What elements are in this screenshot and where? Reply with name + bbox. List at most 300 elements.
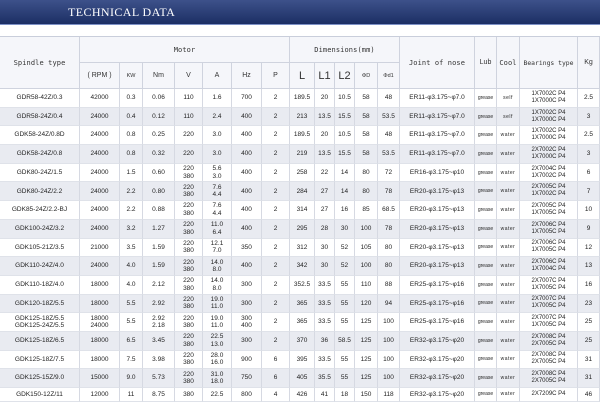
cell-lub-text: grease (477, 225, 494, 232)
cell-bearings-text: 2X7006C P4 (531, 240, 566, 247)
cell-l2-text: 16 (340, 206, 349, 214)
cell-v (175, 164, 203, 183)
cell-v-text: 380 (183, 228, 194, 236)
cell-lub-text: grease (477, 263, 494, 270)
cell-a (203, 332, 232, 351)
cell-a (203, 89, 232, 108)
table-row (0, 313, 600, 332)
cell-nm-text: 0.88 (152, 206, 165, 214)
cell-l (290, 182, 315, 201)
cell-kg (578, 351, 600, 370)
cell-l2 (335, 369, 355, 388)
header-a: A (203, 63, 232, 89)
cell-v (175, 89, 203, 108)
cell-lub-text: grease (477, 94, 494, 101)
cell-v-text: 380 (183, 172, 194, 180)
cell-cool-text: water (500, 356, 516, 363)
cell-joint (400, 276, 475, 295)
cell-l2-text: 10.5 (338, 94, 351, 102)
cell-bearings-text: 1X7005C P4 (531, 284, 566, 291)
cell-l2 (335, 182, 355, 201)
cell-a-text: 22.5 (210, 390, 224, 398)
cell-bearings-text: 2X7209C P4 (531, 390, 566, 397)
cell-phi-d (355, 257, 378, 276)
cell-model-text: GDR58-42Z/0.3 (16, 94, 63, 102)
cell-kw (120, 201, 143, 220)
cell-hz-text: 400 (241, 168, 252, 176)
cell-l-text: 189.5 (293, 94, 311, 102)
cell-cool-text: water (500, 319, 516, 326)
cell-rpm-text: 24000 (90, 150, 109, 158)
cell-joint-text: ER25-φ3.175~φ16 (409, 299, 465, 307)
cell-joint-text: ER25-φ3.175~φ16 (409, 280, 465, 288)
cell-cool-text: water (500, 263, 516, 270)
cell-model (0, 369, 80, 388)
cell-nm (143, 295, 175, 314)
cell-nm (143, 126, 175, 145)
cell-rpm (80, 388, 120, 402)
cell-model-text: GDK125-18Z/5.5 (14, 314, 65, 322)
cell-kg (578, 332, 600, 351)
cell-nm (143, 164, 175, 183)
cell-cool-text: water (500, 206, 516, 213)
cell-joint-text: ER25-φ3.175~φ16 (409, 318, 465, 326)
cell-a (203, 351, 232, 370)
cell-model (0, 295, 80, 314)
cell-bearings (520, 145, 578, 164)
header-l2: L2 (335, 63, 355, 89)
cell-phi-d1-text: 68.5 (382, 206, 395, 214)
cell-l (290, 108, 315, 127)
cell-l2-text: 55 (340, 318, 349, 326)
cell-rpm-text: 18000 (90, 314, 109, 322)
cell-l2-text: 15.5 (338, 112, 351, 120)
cell-l (290, 126, 315, 145)
cell-phi-d1-text: 100 (383, 374, 394, 382)
cell-l (290, 89, 315, 108)
cell-model (0, 145, 80, 164)
cell-model (0, 313, 80, 332)
cell-p (262, 89, 290, 108)
cell-nm-text: 0.12 (152, 112, 165, 120)
cell-v (175, 388, 203, 402)
cell-phi-d1 (378, 182, 400, 201)
cell-kw-text: 0.4 (126, 112, 136, 120)
cell-hz-text: 800 (241, 390, 252, 398)
cell-a-text: 16.0 (210, 359, 224, 367)
cell-kg (578, 220, 600, 239)
cell-joint-text: ER11-φ3.175~φ7.0 (409, 94, 465, 102)
cell-kw-text: 0.8 (126, 150, 136, 158)
cell-v-text: 220 (183, 351, 194, 359)
cell-hz (232, 351, 262, 370)
cell-p (262, 108, 290, 127)
cell-hz (232, 295, 262, 314)
cell-l1 (315, 257, 335, 276)
cell-l1-text: 20 (320, 94, 329, 102)
cell-phi-d-text: 125 (360, 374, 372, 382)
cell-p (262, 313, 290, 332)
cell-p (262, 126, 290, 145)
cell-joint-text: ER32-φ3.175~φ20 (409, 374, 465, 382)
cell-a-text: 5.6 (212, 165, 222, 173)
cell-cool (497, 332, 520, 351)
cell-hz-text: 300 (241, 280, 252, 288)
cell-model-text: GDK125-18Z/7.5 (14, 355, 65, 363)
cell-nm (143, 201, 175, 220)
cell-l2-text: 30 (340, 224, 349, 232)
cell-joint (400, 145, 475, 164)
cell-model-text: GDK85-24Z/2.2-BJ (11, 206, 68, 214)
cell-p (262, 182, 290, 201)
cell-rpm (80, 145, 120, 164)
cell-v-text: 220 (183, 333, 194, 341)
cell-kw-text: 5.5 (126, 318, 136, 326)
cell-a-text: 13.0 (210, 340, 224, 348)
cell-phi-d-text: 110 (360, 280, 372, 288)
cell-rpm (80, 126, 120, 145)
cell-kw (120, 239, 143, 258)
cell-bearings (520, 201, 578, 220)
cell-rpm-text: 42000 (90, 94, 109, 102)
cell-cool (497, 89, 520, 108)
cell-lub-text: grease (477, 188, 494, 195)
cell-nm (143, 239, 175, 258)
header-phi-d: ΦD (355, 63, 378, 89)
cell-l (290, 164, 315, 183)
header-phi-d1: Φd1 (378, 63, 400, 89)
cell-p-text: 2 (273, 94, 278, 102)
cell-a (203, 126, 232, 145)
cell-l1 (315, 201, 335, 220)
cell-bearings-text: 2X7005C P4 (531, 340, 566, 347)
cell-model (0, 89, 80, 108)
cell-phi-d1-text: 53.5 (382, 112, 395, 120)
cell-joint-text: ER11-φ3.175~φ7.0 (409, 131, 465, 139)
cell-bearings (520, 220, 578, 239)
cell-bearings (520, 276, 578, 295)
cell-model (0, 351, 80, 370)
cell-nm-text: 1.59 (152, 243, 165, 251)
cell-a-text: 7.6 (212, 183, 222, 191)
cell-bearings-text: 1X7002C P4 (531, 172, 566, 179)
cell-a-text: 18.0 (210, 378, 224, 386)
table-row (0, 182, 600, 201)
cell-a (203, 313, 232, 332)
cell-nm-text: 0.06 (152, 94, 165, 102)
cell-rpm (80, 239, 120, 258)
cell-l (290, 313, 315, 332)
cell-a (203, 257, 232, 276)
cell-l (290, 388, 315, 402)
cell-lub (475, 351, 497, 370)
cell-l1-text: 41 (320, 390, 329, 398)
cell-l1-text: 27 (320, 206, 329, 214)
cell-phi-d1-text: 88 (384, 280, 393, 288)
cell-bearings-text: 2X7008C P4 (531, 333, 566, 340)
cell-cool (497, 108, 520, 127)
cell-hz-text: 400 (241, 322, 252, 330)
cell-hz-text: 300 (241, 314, 252, 322)
cell-hz (232, 313, 262, 332)
cell-cool (497, 164, 520, 183)
cell-nm (143, 108, 175, 127)
cell-l-text: 213 (296, 112, 308, 120)
cell-v-text: 380 (183, 303, 194, 311)
cell-hz-text: 400 (241, 150, 252, 158)
cell-kg-text: 6 (586, 168, 591, 176)
cell-l1 (315, 239, 335, 258)
cell-joint (400, 201, 475, 220)
table-row (0, 164, 600, 183)
cell-joint-text: ER32-φ3.175~φ20 (409, 337, 465, 345)
cell-a-text: 11.0 (210, 221, 224, 229)
table-row (0, 145, 600, 164)
cell-bearings-text: 2X7008C P4 (531, 352, 566, 359)
cell-rpm-text: 21000 (90, 243, 109, 251)
cell-l1 (315, 145, 335, 164)
cell-rpm-text: 24000 (90, 168, 109, 176)
cell-phi-d1-text: 100 (383, 318, 394, 326)
cell-bearings-text: 2X7007C P4 (531, 315, 566, 322)
cell-rpm-text: 24000 (90, 206, 109, 214)
cell-lub (475, 164, 497, 183)
cell-phi-d1 (378, 257, 400, 276)
cell-l (290, 220, 315, 239)
cell-lub (475, 388, 497, 402)
cell-kg-text: 2.5 (583, 131, 594, 139)
cell-lub (475, 332, 497, 351)
cell-cool (497, 276, 520, 295)
cell-l1-text: 30 (320, 243, 329, 251)
cell-bearings-text: 1X7002C P4 (531, 128, 566, 135)
cell-l1 (315, 332, 335, 351)
cell-p (262, 145, 290, 164)
cell-bearings-text: 2X7007C P4 (531, 296, 566, 303)
cell-rpm (80, 182, 120, 201)
cell-phi-d (355, 145, 378, 164)
cell-kw-text: 5.5 (126, 299, 136, 307)
cell-l1-text: 22 (320, 168, 329, 176)
table-row (0, 126, 600, 145)
cell-v-text: 220 (183, 131, 194, 139)
cell-nm (143, 220, 175, 239)
cell-rpm (80, 257, 120, 276)
cell-joint-text: ER20-φ3.175~φ13 (409, 206, 465, 214)
cell-hz (232, 164, 262, 183)
cell-l1 (315, 182, 335, 201)
cell-nm (143, 388, 175, 402)
cell-v-text: 380 (183, 390, 194, 398)
cell-l-text: 189.5 (293, 131, 311, 139)
cell-lub (475, 126, 497, 145)
cell-v-text: 220 (183, 258, 194, 266)
cell-v (175, 332, 203, 351)
cell-kw (120, 182, 143, 201)
cell-hz-text: 400 (241, 112, 252, 120)
cell-rpm (80, 295, 120, 314)
cell-model (0, 220, 80, 239)
cell-rpm-text: 24000 (90, 262, 109, 270)
cell-joint (400, 295, 475, 314)
cell-l1-text: 27 (320, 187, 329, 195)
cell-v (175, 276, 203, 295)
cell-v-text: 220 (183, 221, 194, 229)
cell-bearings-text: 1X7005C P4 (531, 303, 566, 310)
cell-l2-text: 15.5 (338, 150, 351, 158)
cell-kw-text: 2.2 (126, 206, 136, 214)
cell-model (0, 388, 80, 402)
cell-l (290, 351, 315, 370)
cell-v (175, 220, 203, 239)
cell-joint (400, 257, 475, 276)
cell-rpm (80, 313, 120, 332)
cell-hz-text: 300 (241, 299, 252, 307)
cell-nm-text: 8.75 (152, 390, 165, 398)
cell-joint-text: ER16-φ3.175~φ10 (409, 168, 465, 176)
cell-a-text: 2.4 (212, 112, 222, 120)
cell-phi-d (355, 220, 378, 239)
cell-model-text: GDK80-24Z/2.2 (16, 187, 63, 195)
cell-cool-text: water (500, 132, 516, 139)
cell-l2 (335, 89, 355, 108)
cell-rpm (80, 332, 120, 351)
cell-p (262, 276, 290, 295)
cell-cool-text: water (500, 391, 516, 398)
cell-p-text: 2 (273, 187, 278, 195)
cell-bearings (520, 388, 578, 402)
cell-phi-d1-text: 48 (384, 131, 393, 139)
cell-joint-text: ER32-φ3.175~φ20 (409, 390, 465, 398)
cell-p (262, 295, 290, 314)
cell-kw-text: 4.0 (126, 280, 136, 288)
cell-a-text: 6.4 (212, 228, 222, 236)
cell-hz (232, 239, 262, 258)
cell-kw (120, 89, 143, 108)
cell-lub (475, 89, 497, 108)
cell-cool (497, 220, 520, 239)
cell-joint-text: ER11-φ3.175~φ7.0 (409, 112, 465, 120)
header-bearings-type: Bearings type (520, 37, 578, 89)
cell-l2-text: 52 (340, 243, 349, 251)
cell-l-text: 342 (296, 262, 308, 270)
cell-rpm-text: 18000 (90, 299, 109, 307)
cell-cool-text: water (500, 281, 516, 288)
cell-p (262, 332, 290, 351)
cell-kw (120, 369, 143, 388)
cell-phi-d (355, 239, 378, 258)
cell-phi-d (355, 313, 378, 332)
table-row (0, 388, 600, 402)
cell-bearings-text: 2X7005C P4 (531, 184, 566, 191)
cell-l1 (315, 276, 335, 295)
cell-bearings (520, 126, 578, 145)
cell-model-text: GDK125-24Z/5.5 (14, 322, 65, 330)
cell-l1-text: 30 (320, 262, 329, 270)
cell-v-text: 380 (183, 266, 194, 274)
cell-v-text: 380 (183, 247, 194, 255)
cell-l2-text: 14 (340, 187, 349, 195)
cell-l1 (315, 108, 335, 127)
cell-phi-d1 (378, 351, 400, 370)
cell-v-text: 220 (183, 202, 194, 210)
cell-l2 (335, 257, 355, 276)
cell-rpm-text: 18000 (90, 280, 109, 288)
cell-v (175, 201, 203, 220)
cell-hz-text: 750 (241, 374, 252, 382)
cell-p-text: 2 (273, 131, 278, 139)
cell-kw (120, 220, 143, 239)
cell-nm (143, 313, 175, 332)
cell-l (290, 332, 315, 351)
header-motor: Motor (80, 37, 290, 63)
cell-phi-d1 (378, 295, 400, 314)
header-nm: Nm (143, 63, 175, 89)
cell-l2 (335, 276, 355, 295)
cell-rpm (80, 220, 120, 239)
cell-bearings-text: 1X7005C P4 (531, 209, 566, 216)
cell-l2-text: 10.5 (338, 131, 351, 139)
cell-model-text: GDK120-18Z/5.5 (14, 299, 65, 307)
cell-l1-text: 35.5 (318, 374, 331, 382)
cell-rpm (80, 89, 120, 108)
cell-kg (578, 201, 600, 220)
cell-l-text: 295 (296, 224, 308, 232)
cell-kg (578, 276, 600, 295)
header-kw: KW (120, 63, 143, 89)
cell-a (203, 108, 232, 127)
cell-model-text: GDK58-24Z/0.8D (14, 131, 65, 139)
cell-hz (232, 126, 262, 145)
cell-lub (475, 239, 497, 258)
cell-nm (143, 351, 175, 370)
cell-p-text: 2 (273, 243, 278, 251)
cell-cool-text: water (500, 225, 516, 232)
cell-rpm-text: 24000 (90, 322, 109, 330)
cell-model-text: GDK105-21Z/3.5 (14, 243, 65, 251)
header-rpm: ( RPM ) (80, 63, 120, 89)
cell-a (203, 369, 232, 388)
cell-a (203, 239, 232, 258)
cell-cool (497, 239, 520, 258)
cell-kg (578, 369, 600, 388)
cell-phi-d (355, 351, 378, 370)
cell-lub-text: grease (477, 300, 494, 307)
cell-kw (120, 388, 143, 402)
cell-nm (143, 257, 175, 276)
cell-bearings-text: 2X7002C P4 (531, 146, 566, 153)
cell-bearings-text: 2X7008C P4 (531, 371, 566, 378)
cell-phi-d1 (378, 126, 400, 145)
cell-l1 (315, 369, 335, 388)
cell-a-text: 14.0 (210, 277, 224, 285)
cell-rpm (80, 164, 120, 183)
cell-l1-text: 13.5 (318, 112, 331, 120)
cell-lub (475, 201, 497, 220)
cell-v-text: 220 (183, 370, 194, 378)
cell-phi-d1-text: 48 (384, 94, 393, 102)
cell-lub-text: grease (477, 391, 494, 398)
cell-l1-text: 28 (320, 224, 329, 232)
cell-nm-text: 2.12 (152, 280, 165, 288)
cell-a-text: 7.0 (212, 247, 222, 255)
cell-nm-text: 3.98 (152, 355, 165, 363)
cell-kw (120, 108, 143, 127)
cell-l2-text: 55 (340, 280, 349, 288)
cell-v (175, 257, 203, 276)
cell-phi-d-text: 125 (360, 355, 372, 363)
cell-a-text: 8.0 (212, 284, 222, 292)
